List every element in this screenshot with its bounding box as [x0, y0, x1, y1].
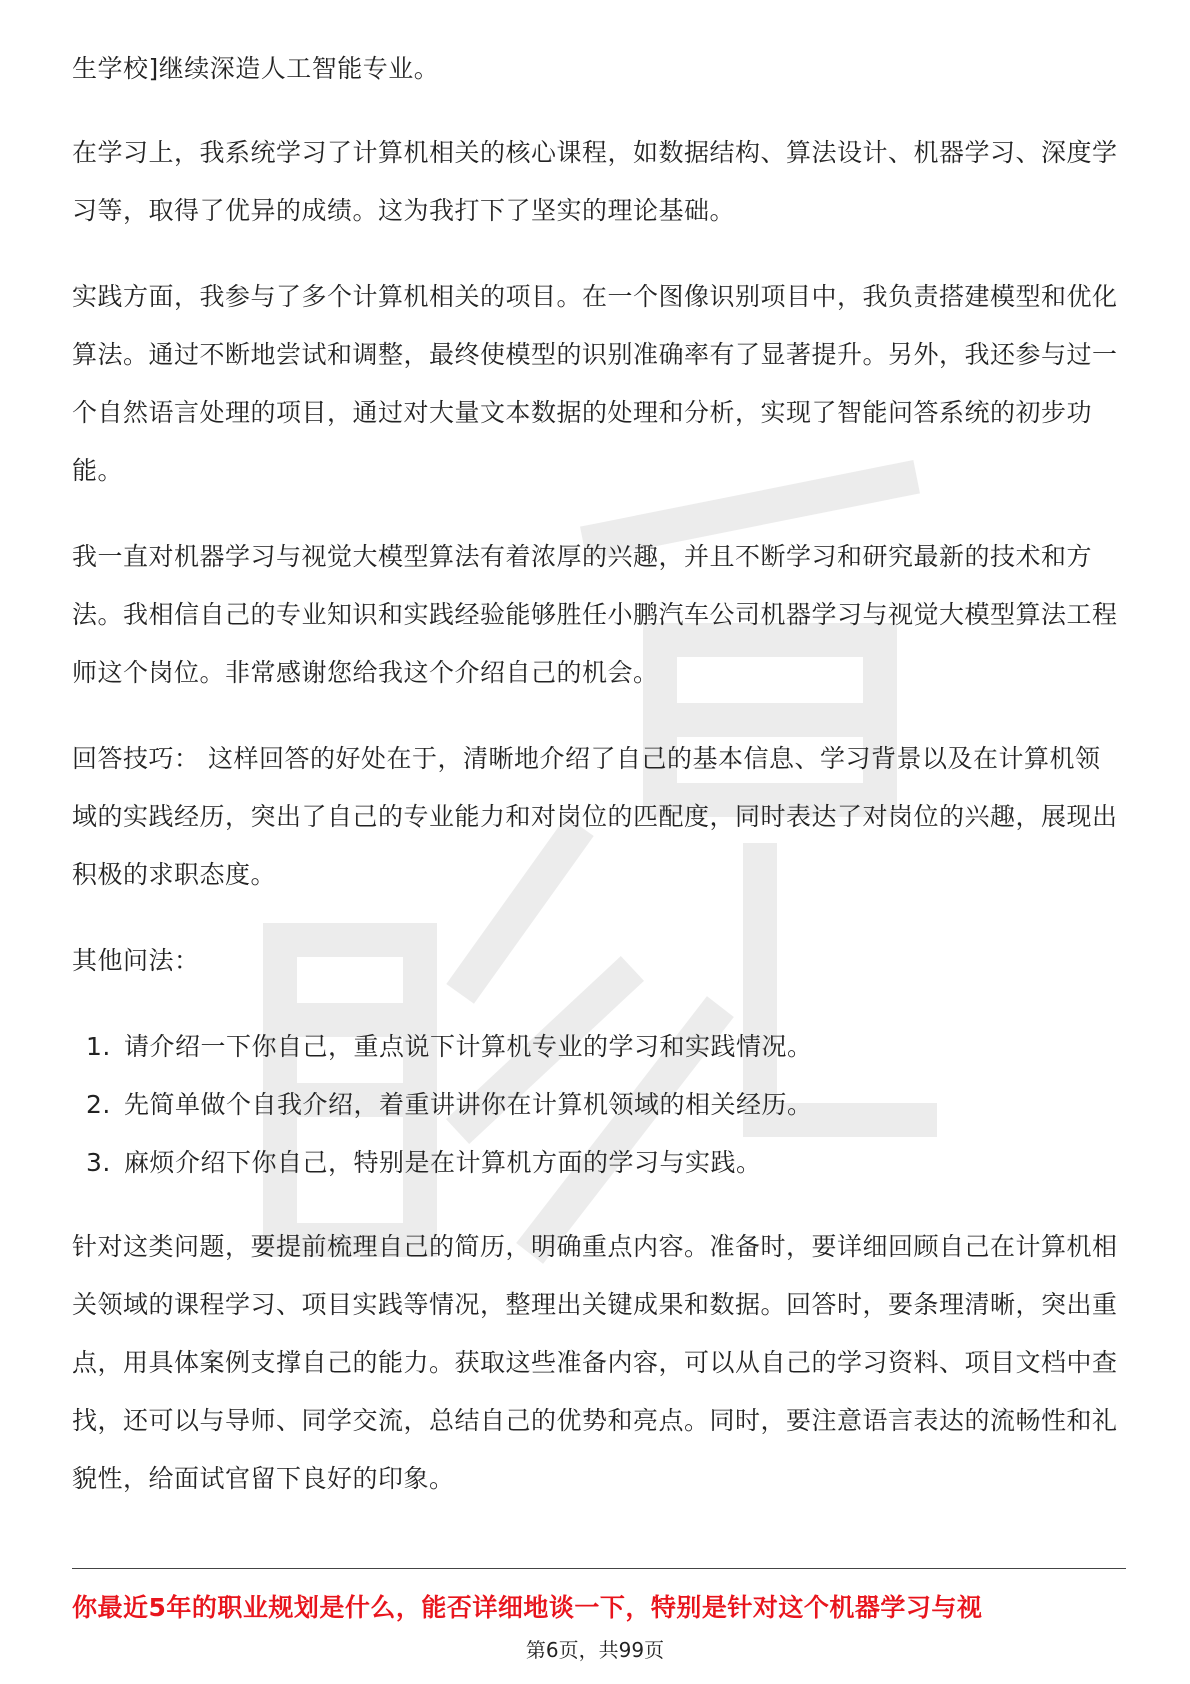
page-number: 第6页，共99页	[525, 1638, 665, 1662]
other-questions-list	[72, 1018, 1122, 1192]
paragraph: 生学校]继续深造人工智能专业。	[72, 54, 440, 83]
document-body	[72, 40, 1122, 1536]
list-number: 3.	[86, 1148, 111, 1177]
list-number: 2.	[86, 1090, 111, 1119]
list-item	[72, 1134, 1122, 1192]
paragraph: 在学习上，我系统学习了计算机相关的核心课程，如数据结构、算法设计、机器学习、深度学习等，取得了优异的成绩。这为我打下了坚实的理论基础。	[72, 138, 1118, 225]
other-questions-heading: 其他问法：	[72, 946, 200, 975]
list-item	[72, 1018, 1122, 1076]
paragraph: 实践方面，我参与了多个计算机相关的项目。在一个图像识别项目中，我负责搭建模型和优化算法。通过不断地尝试和调整，最终使模型的识别准确率有了显著提升。另外，我还参与过一个自然语言处理的项目，通过对大量文本数据的处理和分析，实现了智能问答系统的初步功能。	[72, 282, 1118, 485]
list-text: 麻烦介绍下你自己，特别是在计算机方面的学习与实践。	[124, 1148, 762, 1177]
divider	[72, 1568, 1126, 1569]
list-text: 先简单做个自我介绍，着重讲讲你在计算机领域的相关经历。	[124, 1090, 813, 1119]
list-number: 1.	[86, 1032, 111, 1061]
list-item	[72, 1076, 1122, 1134]
next-question-heading: 你最近5年的职业规划是什么，能否详细地谈一下，特别是针对这个机器学习与视	[72, 1593, 983, 1622]
preparation-advice: 针对这类问题，要提前梳理自己的简历，明确重点内容。准备时，要详细回顾自己在计算机相关领域的课程学习、项目实践等情况，整理出关键成果和数据。回答时，要条理清晰，突出重点，用具体案例支撑自己的能力。获取这些准备内容，可以从自己的学习资料、项目文档中查找，还可以与导师、同学交流，总结自己的优势和亮点。同时，要注意语言表达的流畅性和礼貌性，给面试官留下良好的印象。	[72, 1232, 1118, 1493]
list-text: 请介绍一下你自己，重点说下计算机专业的学习和实践情况。	[124, 1032, 813, 1061]
answer-tips: 回答技巧： 这样回答的好处在于，清晰地介绍了自己的基本信息、学习背景以及在计算机领域的实践经历，突出了自己的专业能力和对岗位的匹配度，同时表达了对岗位的兴趣，展现出积极的求职态度。	[72, 744, 1118, 889]
paragraph: 我一直对机器学习与视觉大模型算法有着浓厚的兴趣，并且不断学习和研究最新的技术和方法。我相信自己的专业知识和实践经验能够胜任小鹏汽车公司机器学习与视觉大模型算法工程师这个岗位。非常感谢您给我这个介绍自己的机会。	[72, 542, 1118, 687]
